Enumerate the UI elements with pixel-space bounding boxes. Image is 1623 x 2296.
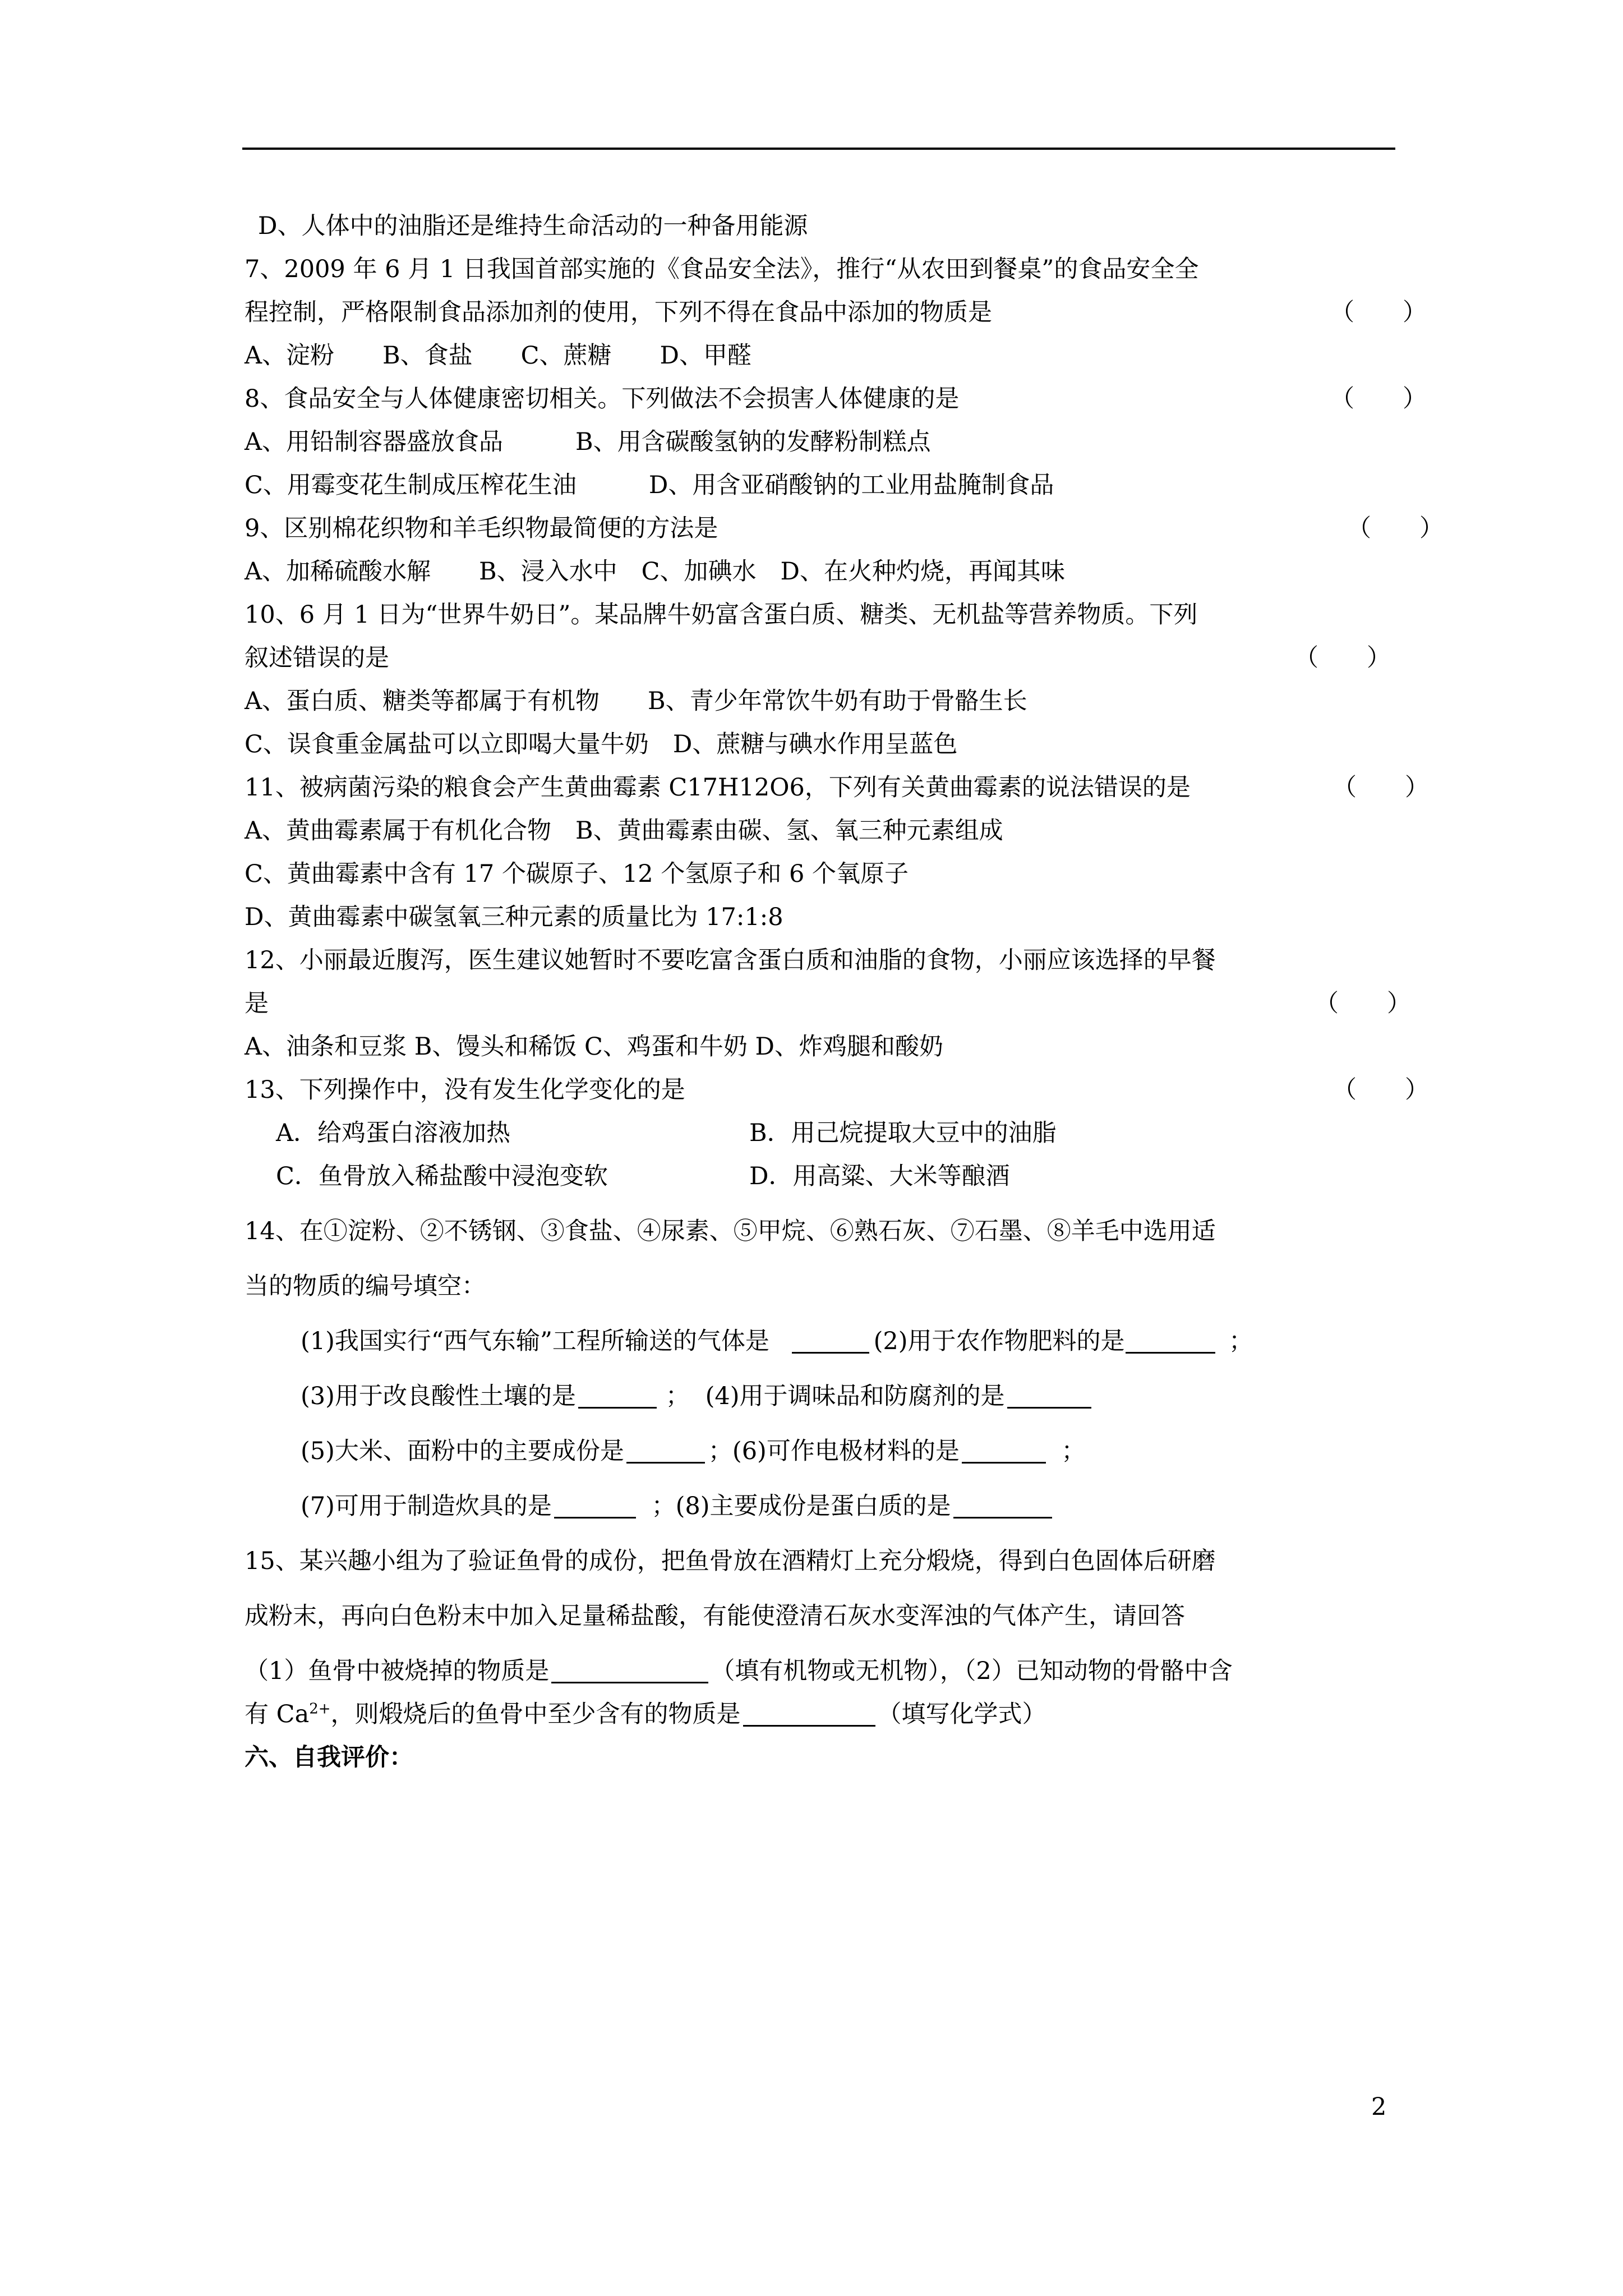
q10-stem-line2 — [245, 637, 1433, 680]
q7-stem-line2 — [245, 291, 1433, 334]
q7-answer-paren: （ ） — [1330, 298, 1427, 326]
header-rule — [242, 148, 1395, 150]
q15-ion-charge: 2+ — [309, 1700, 331, 1718]
q13-answer-paren: （ ） — [1332, 1076, 1429, 1104]
q14-item7-semicolon: ； — [651, 1492, 676, 1520]
q9-options: A、加稀硫酸水解 B、浸入水中 C、加碘水 D、在火种灼烧，再闻其味 — [245, 558, 1066, 586]
q7-stem-text: 程控制，严格限制食品添加剂的使用，下列不得在食品中添加的物质是 — [245, 298, 992, 326]
q15-part2-blank[interactable] — [743, 1699, 875, 1727]
q14-item4-blank[interactable] — [1007, 1381, 1091, 1409]
q11-stem-text: 11、被病菌污染的粮食会产生黄曲霉素 C17H12O6，下列有关黄曲霉素的说法错误的是 — [245, 774, 1191, 802]
q11-option-d: D、黄曲霉素中碳氢氧三种元素的质量比为 17:1:8 — [245, 903, 783, 931]
q10-options-ab: A、蛋白质、糖类等都属于有机物 B、青少年常饮牛奶有助于骨骼生长 — [245, 687, 1027, 715]
q15-part1-note: （填有机物或无机物），（2）已知动物的骨骼中含 — [711, 1657, 1233, 1685]
q8-answer-paren: （ ） — [1330, 385, 1427, 413]
q12-stem-text: 是 — [245, 990, 269, 1018]
worksheet-body — [245, 205, 1444, 1779]
q13-option-c: C．鱼骨放入稀盐酸中浸泡变软 — [276, 1162, 608, 1190]
q14-item7-text: (7)可用于制造炊具的是 — [301, 1492, 552, 1520]
q9-answer-paren: （ ） — [1347, 514, 1444, 542]
q14-items-7-8 — [245, 1485, 1433, 1528]
q14-item6-semicolon: ； — [1061, 1437, 1086, 1465]
q15-part1-blank[interactable] — [551, 1656, 708, 1683]
q15-part1 — [245, 1650, 1433, 1693]
q7-stem-line1: 7、2009 年 6 月 1 日我国首部实施的《食品安全法》，推行“从农田到餐桌”的食品安全全 — [245, 255, 1199, 283]
q8-stem — [245, 378, 1433, 421]
q15-part1-text: （1）鱼骨中被烧掉的物质是 — [245, 1657, 550, 1685]
q14-item3-text: (3)用于改良酸性土壤的是 — [301, 1382, 576, 1410]
q6-option-d: D、人体中的油脂还是维持生命活动的一种备用能源 — [258, 212, 808, 240]
q14-item5-blank[interactable] — [626, 1436, 705, 1464]
q13-stem-text: 13、下列操作中，没有发生化学变化的是 — [245, 1076, 685, 1104]
q13-option-a: A．给鸡蛋白溶液加热 — [276, 1119, 511, 1147]
q14-item1-blank[interactable] — [792, 1326, 869, 1354]
q14-item6-blank[interactable] — [962, 1436, 1046, 1464]
q10-answer-paren: （ ） — [1294, 644, 1391, 672]
q14-item2-blank[interactable] — [1126, 1326, 1215, 1354]
q15-part2 — [245, 1693, 1433, 1736]
q14-item6-text: (6)可作电极材料的是 — [732, 1437, 960, 1465]
q13-stem — [245, 1069, 1433, 1112]
q10-options-cd: C、误食重金属盐可以立即喝大量牛奶 D、蔗糖与碘水作用呈蓝色 — [245, 730, 958, 758]
q14-item2-semicolon: ； — [1229, 1327, 1253, 1355]
q15-part2-text: ，则煅烧后的鱼骨中至少含有的物质是 — [330, 1700, 741, 1728]
q14-item4-text: (4)用于调味品和防腐剂的是 — [705, 1382, 1005, 1410]
q12-answer-paren: （ ） — [1315, 990, 1411, 1018]
q14-item3-semicolon: ； — [665, 1382, 690, 1410]
q11-options-ab: A、黄曲霉素属于有机化合物 B、黄曲霉素由碳、氢、氧三种元素组成 — [245, 817, 1003, 845]
q14-item5-text: (5)大米、面粉中的主要成份是 — [301, 1437, 624, 1465]
q15-part2-note: （填写化学式） — [877, 1700, 1046, 1728]
q12-stem-line2 — [245, 982, 1433, 1025]
q14-item5-semicolon: ； — [708, 1437, 732, 1465]
q14-stem-line1: 14、在①淀粉、②不锈钢、③食盐、④尿素、⑤甲烷、⑥熟石灰、⑦石墨、⑧羊毛中选用适 — [245, 1217, 1216, 1245]
q14-items-3-4 — [245, 1375, 1433, 1418]
q14-item2-text: (2)用于农作物肥料的是 — [873, 1327, 1125, 1355]
q12-stem-line1: 12、小丽最近腹泻，医生建议她暂时不要吃富含蛋白质和油脂的食物，小丽应该选择的早餐 — [245, 946, 1216, 974]
q10-stem-line1: 10、6 月 1 日为“世界牛奶日”。某品牌牛奶富含蛋白质、糖类、无机盐等营养物质。下列 — [245, 601, 1198, 629]
q14-item8-text: (8)主要成份是蛋白质的是 — [675, 1492, 951, 1520]
q15-stem-line2: 成粉末，再向白色粉末中加入足量稀盐酸，有能使澄清石灰水变浑浊的气体产生，请回答 — [245, 1602, 1185, 1630]
q12-options: A、油条和豆浆 B、馒头和稀饭 C、鸡蛋和牛奶 D、炸鸡腿和酸奶 — [245, 1033, 944, 1061]
q14-item7-blank[interactable] — [554, 1491, 636, 1519]
q14-stem-line2: 当的物质的编号填空： — [245, 1272, 486, 1300]
q13-options-cd — [245, 1155, 1433, 1198]
q10-stem-text: 叙述错误的是 — [245, 644, 389, 672]
q13-option-d: D．用高粱、大米等酿酒 — [749, 1162, 1010, 1190]
q14-item1-text: (1)我国实行“西气东输”工程所输送的气体是 — [301, 1327, 769, 1355]
q13-options-ab — [245, 1112, 1433, 1155]
q13-option-b: B．用己烷提取大豆中的油脂 — [749, 1119, 1057, 1147]
q8-options-cd: C、用霉变花生制成压榨花生油 D、用含亚硝酸钠的工业用盐腌制食品 — [245, 471, 1054, 499]
q14-item8-blank[interactable] — [953, 1491, 1052, 1519]
q8-stem-text: 8、食品安全与人体健康密切相关。下列做法不会损害人体健康的是 — [245, 385, 960, 413]
page-number: 2 — [1371, 2093, 1387, 2121]
q14-items-5-6 — [245, 1430, 1433, 1473]
q9-stem-text: 9、区别棉花织物和羊毛织物最简便的方法是 — [245, 514, 718, 542]
q11-answer-paren: （ ） — [1332, 774, 1429, 802]
section-six-heading: 六、自我评价： — [245, 1743, 413, 1772]
q15-part2-prefix: 有 Ca — [245, 1700, 310, 1728]
q11-option-c: C、黄曲霉素中含有 17 个碳原子、12 个氢原子和 6 个氧原子 — [245, 860, 909, 888]
q11-stem — [245, 766, 1433, 809]
q9-stem — [245, 507, 1444, 550]
q14-items-1-2 — [245, 1320, 1433, 1363]
q14-item3-blank[interactable] — [578, 1381, 657, 1409]
q15-stem-line1: 15、某兴趣小组为了验证鱼骨的成份，把鱼骨放在酒精灯上充分煅烧，得到白色固体后研磨 — [245, 1547, 1216, 1575]
q7-options: A、淀粉 B、食盐 C、蔗糖 D、甲醛 — [245, 342, 752, 370]
q8-options-ab: A、用铅制容器盛放食品 B、用含碳酸氢钠的发酵粉制糕点 — [245, 428, 931, 456]
